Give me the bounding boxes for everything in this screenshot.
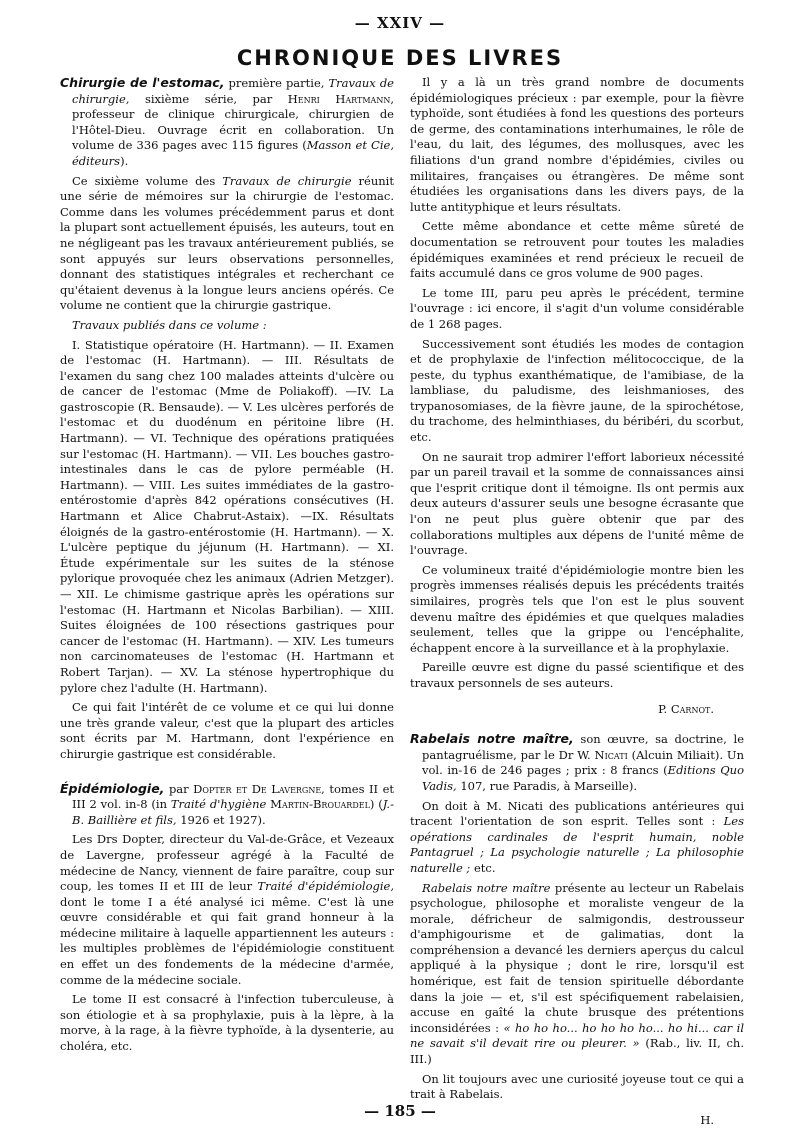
review-1-citation: Chirurgie de l'estomac, première partie, Travaux de chirurgie, sixième série, par Henri Hartmann, professeur de clinique chirurgicale, chirurgien de l'Hôtel-Dieu. Ouvrage écrit en collaboration. Un volume de 336 pages avec 115 figures (Masson et Cie, éditeurs). (60, 75, 394, 168)
review-3-paragraph-2: Rabelais notre maître présente au lecteur un Rabelais psychologue, philosophe et moraliste vengeur de la morale, défricheur de salmigondis, destrousseur d'amphigourisme et de galimatias, dont la compréhension a devancé les derniers aperçus du calcul appliqué à la physique ; dont le rire, lorsqu'il est homérique, est fait de tension spirituelle débordante dans la joie — et, s'il est spécifiquement rabelaisien, accuse en gaîté la chute brusque des prétentions inconsidérées : « ho ho ho... ho ho ho ho... ho hi... car il ne savait s'il devait rire ou pleurer. » (Rab., liv. II, ch. III.) (410, 880, 744, 1067)
review-2-paragraph-3: Il y a là un très grand nombre de documents épidémiologiques précieux : par exemple, pour la fièvre typhoïde, sont étudiées à fond les questions des porteurs de germe, des contaminations interhumaines, le rôle de l'eau, du lait, des légumes, des mollusques, avec les filiations d'un grand nombre d'épidémies, civiles ou militaires, françaises ou étrangères. De même sont étudiées les organisations dans les divers pays, de la lutte antityphique et leurs résultats. (410, 75, 744, 214)
review-2-paragraph-2: Le tome II est consacré à l'infection tuberculeuse, à son étiologie et à sa prophylaxie, puis à la lèpre, à la morve, à la rage, à la fièvre typhoïde, à la dysenterie, au choléra, etc. (60, 992, 394, 1054)
review-2-authors: Dopter et De Lavergne, (193, 781, 325, 796)
right-column (410, 75, 744, 1128)
review-2-paragraph-1: Les Drs Dopter, directeur du Val-de-Grâce, et Vezeaux de Lavergne, professeur agrégé à la Faculté de médecine de Nancy, viennent de faire paraître, coup sur coup, les tomes II et III de leur Traité d'épidémiologie, dont le tome I a été analysé ici même. C'est là une œuvre considérable et qui fait grand honneur à la médecine militaire à laquelle appartiennent les auteurs : les multiples problèmes de l'épidémiologie constituent en effet un des fondements de la médecine d'armée, comme de la médecine sociale. (60, 832, 394, 987)
review-2-paragraph-9: Pareille œuvre est digne du passé scientifique et des travaux personnels de ses auteurs. (410, 660, 744, 690)
review-3-author: W. Nicati (577, 747, 628, 762)
review-2-citation: Épidémiologie, par Dopter et De Lavergne, tomes II et III 2 vol. in-8 (in Traité d'hygiène Martin-Brouardel) (J.-B. Baillière et fils, 1926 et 1927). (60, 780, 395, 827)
page-title: CHRONIQUE DES LIVRES (236, 46, 564, 70)
review-2-paragraph-5: Le tome III, paru peu après le précédent, termine l'ouvrage : ici encore, il s'agit d'un volume considérable de 1 268 pages. (410, 285, 744, 331)
review-1-paragraph-1: Ce sixième volume des Travaux de chirurgie réunit une série de mémoires sur la chirurgie de l'estomac. Comme dans les volumes précédemment parus et dont la plupart sont actuellement épuisés, les auteurs, tout en ne négligeant pas les travaux antérieurement publiés, se sont appuyés sur leurs observations personnelles, donnant des statistiques intégrales et recherchant ce qu'étaient devenus à la longue leurs anciens opérés. Ce volume ne contient que la chirurgie gastrique. (60, 173, 394, 313)
review-3-paragraph-1: On doit à M. Nicati des publications antérieures qui tracent l'orientation de son esprit. Telles sont : Les opérations cardinales de l'esprit humain, noble Pantagruel ; La psychologie naturelle ; La philosophie naturelle ; etc. (410, 798, 744, 875)
page-number: — 185 — (364, 1102, 436, 1120)
review-1-contents: I. Statistique opératoire (H. Hartmann). — II. Examen de l'estomac (H. Hartmann). — III. Résultats de l'examen du sang chez 100 malades atteints d'ulcère ou de cancer de l'estomac (Mme de Poliakoff). —IV. La gastroscopie (R. Bensaude). — V. Les ulcères perforés de l'estomac et du duodénum en péritoine libre (H. Hartmann). — VI. Technique des opérations pratiquées sur l'estomac (H. Hartmann). — VII. Les bouches gastro-intestinales dans le cas de pylore perméable (H. Hartmann). — VIII. Les suites immédiates de la gastro-entérostomie d'après 842 opérations consécutives (H. Hartmann et Alice Chabrut-Astaix). —IX. Résultats éloignés de la gastro-entérostomie (H. Hartmann). — X. L'ulcère peptique du jéjunum (H. Hartmann). — XI. Étude expérimentale sur les suites de la sténose pylorique provoquée chez les animaux (Adrien Metzger). — XII. Le chimisme gastrique après les opérations sur l'estomac (H. Hartmann et Nicolas Barbilian). — XIII. Suites éloignées de 100 résections gastriques pour cancer de l'estomac (H. Hartmann). — XIV. Les tumeurs non carcinomateuses de l'estomac (H. Hartmann et Robert Tarjan). — XV. La sténose hypertrophique du pylore chez l'adulte (H. Hartmann). (60, 337, 394, 695)
review-3-paragraph-3: On lit toujours avec une curiosité joyeuse tout ce qui a trait à Rabelais. (410, 1071, 744, 1102)
review-2-paragraph-7: On ne saurait trop admirer l'effort laborieux nécessité par un pareil travail et la somme de connaissances ainsi que l'esprit critique dont il témoigne. Ils ont permis aux deux auteurs d'assurer seuls une besogne écrasante que l'on ne peut plus guère obtenir que par des collaborations multiples aux dépens de l'unité même de l'ouvrage. (410, 449, 744, 558)
review-2-paragraph-4: Cette même abondance et cette même sûreté de documentation se retrouvent pour toutes les maladies épidémiques examinées et rend précieux le recueil de faits accumulé dans ce gros volume de 900 pages. (410, 219, 744, 281)
review-1-title: Chirurgie de l'estomac, (60, 75, 225, 90)
review-2-paragraph-6: Successivement sont étudiés les modes de contagion et de prophylaxie de l'infection mélitococcique, de la peste, du typhus exanthématique, de l'amibiase, de la lambliase, du paludisme, des leishmanioses, des trypanosomiases, de la fièvre jaune, de la spirochétose, du trachome, des helminthiases, du béribéri, du scorbut, etc. (410, 336, 744, 445)
review-3-signature: H. (700, 1112, 714, 1127)
review-2-title: Épidémiologie, (60, 780, 165, 796)
page-roman-number: — XXIV — (354, 14, 446, 32)
review-1-paragraph-3: Ce qui fait l'intérêt de ce volume et ce qui lui donne une très grande valeur, c'est que la plupart des articles sont écrits par M. Hartmann, dont l'expérience en chirurgie gastrique est considérable. (60, 700, 394, 761)
review-3-title: Rabelais notre maître, (410, 731, 574, 747)
review-3-citation: Rabelais notre maître, son œuvre, sa doctrine, le pantagruélisme, par le Dr W. Nicati (Alcuin Miliait). Un vol. in-16 de 246 pages ; prix : 8 francs (Editions Quo Vadis, 107, rue Paradis, à Marseille). (410, 731, 745, 793)
review-2-signature: P. Carnot. (658, 701, 714, 716)
left-column (60, 75, 394, 1059)
review-1-contents-label: Travaux publiés dans ce volume : (72, 317, 267, 332)
review-2-paragraph-8: Ce volumineux traité d'épidémiologie montre bien les progrès immenses réalisés depuis les précédents traités similaires, progrès tels que l'on est le plus souvent devenu maître des épidémies et que quelques maladies seulement, telles que la grippe ou l'encéphalite, échappent encore à la surveillance et à la prophylaxie. (410, 562, 744, 655)
review-1-author: Henri Hartmann, (287, 91, 394, 106)
